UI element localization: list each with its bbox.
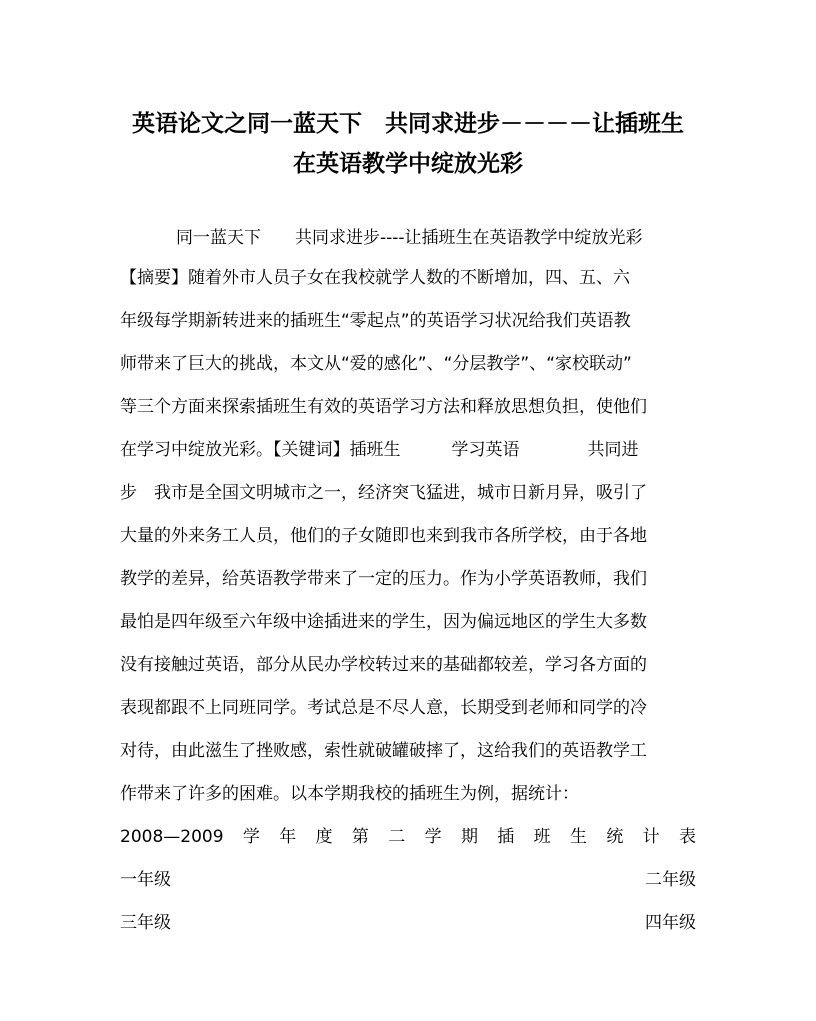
- body-line: 对待，由此滋生了挫败感，索性就破罐破摔了，这给我们的英语教学工: [120, 741, 647, 761]
- table-row: [120, 868, 696, 892]
- body-line: 没有接触过英语，部分从民办学校转过来的基础都较差，学习各方面的: [120, 655, 647, 675]
- body-line: 步 我市是全国文明城市之一，经济突飞猛进，城市日新月异，吸引了: [120, 483, 647, 503]
- document-title-line-2: 在英语教学中绽放光彩: [293, 150, 523, 177]
- body-line: 作带来了许多的困难。以本学期我校的插班生为例，据统计：: [120, 784, 579, 804]
- table-cell: 四年级: [645, 913, 696, 933]
- document-title-line-1: 英语论文之同一蓝天下 共同求进步－－－－让插班生: [132, 110, 684, 137]
- body-line: 年级每学期新转进来的插班生“零起点”的英语学习状况给我们英语教: [120, 311, 631, 331]
- table-row: [120, 911, 696, 935]
- body-line: 在学习中绽放光彩。【关键词】插班生 学习英语 共同进: [120, 440, 639, 460]
- table-cell: 二年级: [645, 870, 696, 890]
- body-line: 教学的差异，给英语教学带来了一定的压力。作为小学英语教师，我们: [120, 569, 647, 589]
- body-line: 等三个方面来探索插班生有效的英语学习方法和释放思想负担，使他们: [120, 397, 647, 417]
- article-subtitle: 同一蓝天下 共同求进步----让插班生在英语教学中绽放光彩: [176, 228, 643, 248]
- body-line: 最怕是四年级至六年级中途插进来的学生，因为偏远地区的学生大多数: [120, 612, 647, 632]
- body-line: 表现都跟不上同班同学。考试总是不尽人意，长期受到老师和同学的冷: [120, 698, 647, 718]
- table-title-year: 2008—2009: [120, 827, 224, 847]
- table-title: 2008—2009 学 年 度 第 二 学 期 插 班 生 统 计 表: [120, 827, 696, 847]
- body-line: 大量的外来务工人员，他们的子女随即也来到我市各所学校，由于各地: [120, 526, 647, 546]
- table-cell: 一年级: [120, 870, 171, 890]
- body-line: 师带来了巨大的挑战，本文从“爱的感化”、“分层教学”、“家校联动”: [120, 354, 632, 374]
- table-cell: 三年级: [120, 913, 171, 933]
- body-line: 【摘要】随着外市人员子女在我校就学人数的不断增加，四、五、六: [120, 268, 630, 288]
